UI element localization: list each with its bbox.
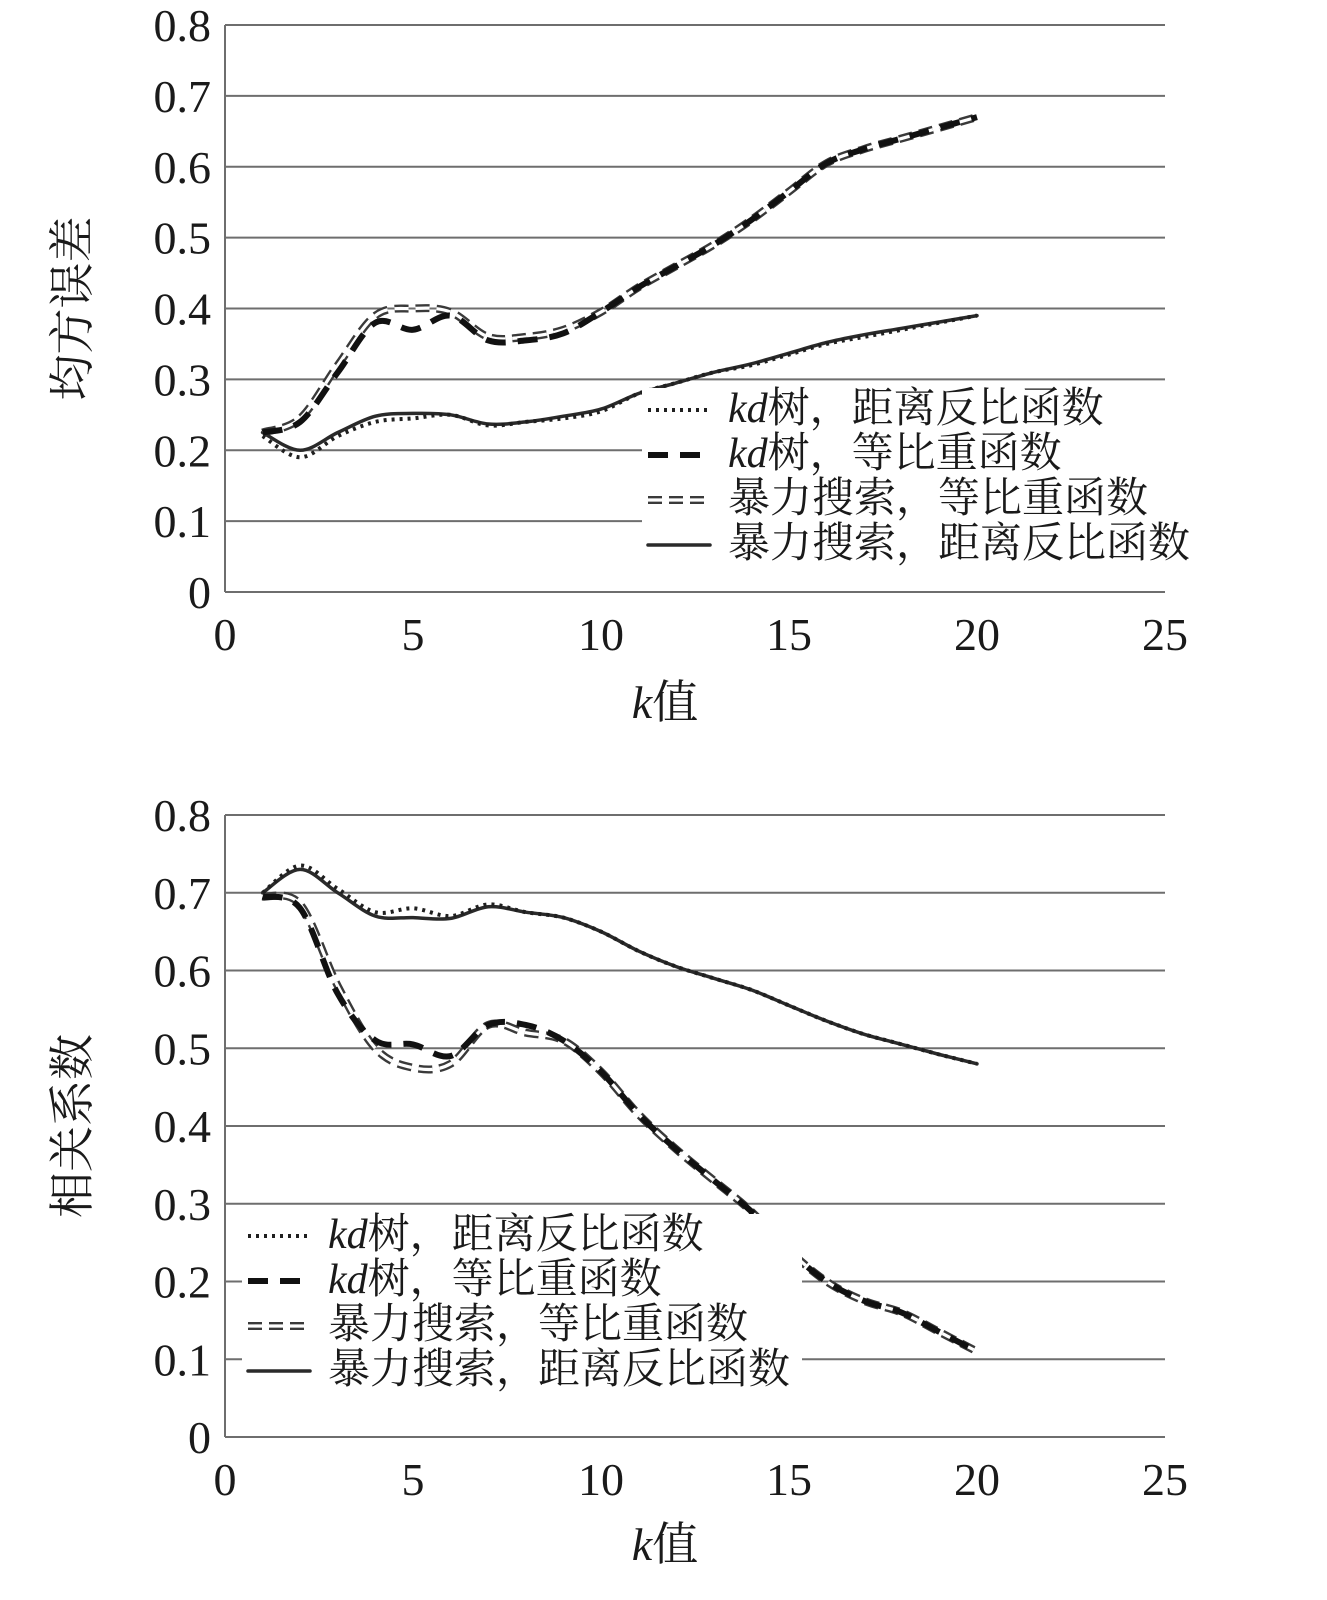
- x-tick-label: 15: [766, 1454, 812, 1505]
- y-tick-label: 0.8: [153, 0, 211, 51]
- legend-label-rest: 树，距离反比函数: [367, 1209, 704, 1258]
- x-tick-label: 5: [401, 1454, 425, 1505]
- x-tick-label: 5: [401, 609, 425, 660]
- legend-label-rest: 树，等比重函数: [367, 1254, 662, 1303]
- y-tick-label: 0.3: [153, 1178, 211, 1230]
- x-axis-title-rest: 值: [652, 1517, 699, 1571]
- x-axis-title-rest: 值: [652, 675, 699, 729]
- legend-label-rest: 树，距离反比函数: [767, 383, 1104, 432]
- x-tick-label: 20: [954, 609, 1000, 660]
- y-tick-label: 0.2: [153, 1256, 211, 1308]
- x-axis-title-italic: k: [631, 1519, 653, 1570]
- legend-label-italic: kd: [728, 386, 768, 432]
- legend-label-italic: kd: [328, 1257, 368, 1303]
- legend-label: [728, 428, 1062, 477]
- x-axis-title: [632, 675, 698, 729]
- legend-label: [328, 1209, 704, 1258]
- y-tick-label: 0: [188, 567, 211, 618]
- legend-item: [648, 518, 1190, 567]
- y-tick-label: 0.3: [153, 354, 211, 406]
- y-tick-label: 0.5: [153, 212, 211, 264]
- legend-label-italic: kd: [328, 1212, 368, 1258]
- legend-label-italic: kd: [728, 431, 768, 477]
- legend-label: 暴力搜索，距离反比函数: [328, 1344, 791, 1393]
- y-axis-title: 相关系数: [45, 1034, 99, 1218]
- y-tick-label: 0.7: [153, 70, 211, 122]
- y-tick-label: 0.2: [153, 425, 211, 477]
- legend-label: [328, 1254, 662, 1303]
- x-tick-label: 10: [578, 609, 624, 660]
- y-tick-label: 0.1: [153, 1334, 211, 1386]
- y-tick-label: 0.8: [153, 790, 211, 841]
- legend: [242, 1209, 802, 1402]
- y-axis-title: 均方误差: [45, 216, 99, 401]
- legend-label-rest: 树，等比重函数: [767, 428, 1062, 477]
- x-tick-label: 0: [213, 1454, 237, 1505]
- legend-label: [728, 383, 1104, 432]
- y-tick-label: 0.6: [153, 141, 211, 193]
- chart-correlation: [45, 790, 1188, 1571]
- y-tick-label: 0.5: [153, 1023, 211, 1075]
- y-tick-label: 0.1: [153, 496, 211, 548]
- legend-item: [248, 1344, 790, 1393]
- x-axis-title-italic: k: [631, 677, 653, 728]
- chart-mse: [45, 0, 1202, 729]
- legend: [642, 383, 1202, 576]
- x-tick-label: 25: [1142, 609, 1188, 660]
- y-tick-label: 0.4: [153, 283, 211, 335]
- x-tick-label: 10: [578, 1454, 624, 1505]
- x-axis-title: [632, 1517, 698, 1571]
- y-tick-label: 0.6: [153, 945, 211, 997]
- x-tick-label: 25: [1142, 1454, 1188, 1505]
- y-tick-label: 0.7: [153, 867, 211, 919]
- y-tick-label: 0: [188, 1412, 211, 1463]
- x-tick-label: 0: [213, 609, 237, 660]
- legend-label: 暴力搜索，距离反比函数: [728, 518, 1191, 567]
- series-line-dotted: [263, 865, 977, 1063]
- y-tick-label: 0.4: [153, 1101, 211, 1152]
- x-tick-label: 20: [954, 1454, 1000, 1505]
- legend-label: 暴力搜索，等比重函数: [728, 473, 1149, 522]
- legend-label: 暴力搜索，等比重函数: [328, 1299, 749, 1348]
- x-tick-label: 15: [766, 609, 812, 660]
